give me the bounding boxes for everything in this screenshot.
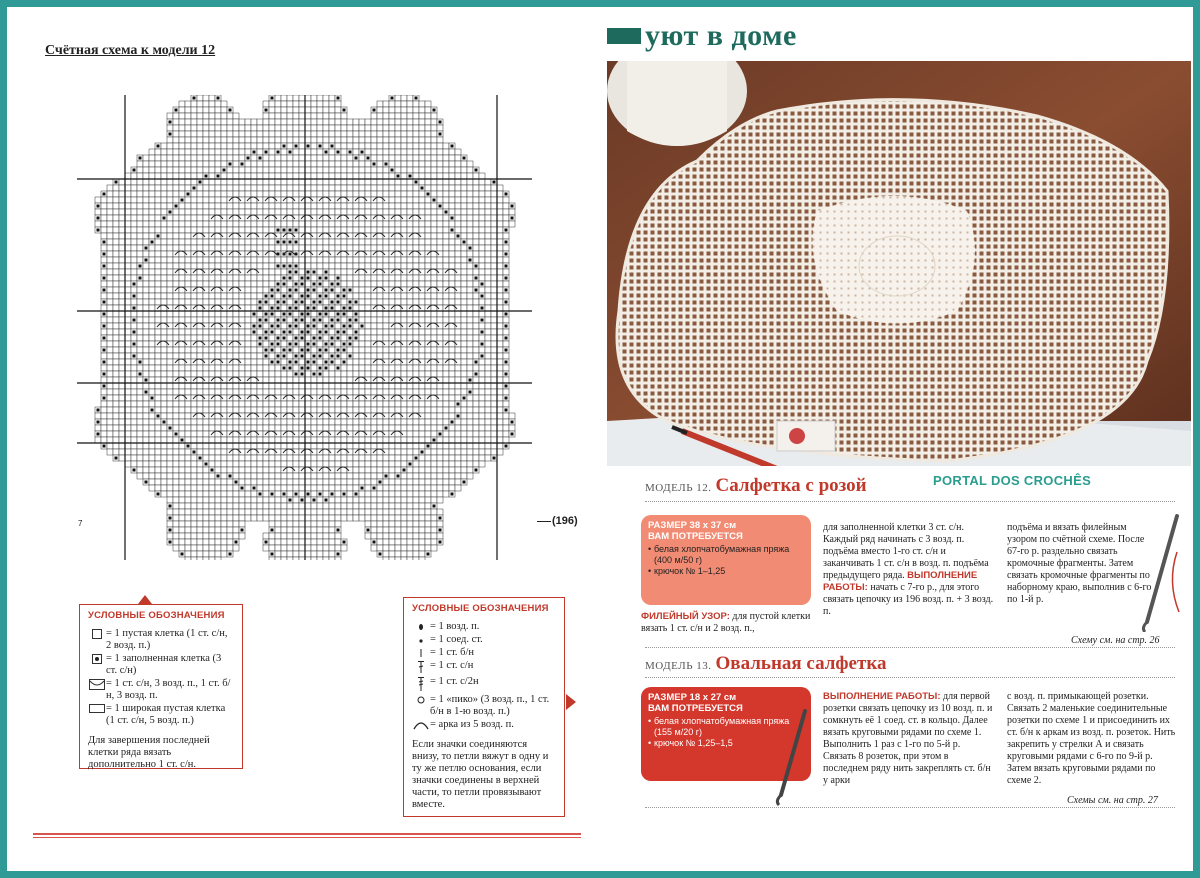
crochet-hook-icon (763, 707, 813, 807)
material-item: • белая хлопчатобумажная пряжа (155 м/20 г) (648, 716, 804, 738)
treble-crochet-icon (416, 677, 426, 691)
chart-title: Счётная схема к модели 12 (45, 43, 216, 58)
page-rule (33, 833, 581, 835)
model-12-col2: для заполненной клетки 3 ст. с/н. Каждый ряд начинать с 3 возд. п. подъёма вместо 1-го ст. с/н и заканчивать 1 ст. с/н в возд. п. подъёма предыдущего ряда. ВЫПОЛНЕНИЕ РАБОТЫ: начать с 7-го р., для этого связать цепочку из 196 возд. п. + 3 возд. п. (823, 522, 994, 617)
crochet-hook-icon (1137, 512, 1187, 632)
legend-item: = 1 пустая клетка (1 ст. с/н, 2 возд. п.) (88, 628, 234, 652)
picot-icon (416, 695, 426, 705)
legend-item: = 1 заполненная клетка (3 ст. с/н) (88, 653, 234, 677)
legend-stitches (403, 597, 565, 817)
triangle-up-icon (138, 595, 152, 604)
double-crochet-icon (416, 661, 426, 673)
size: РАЗМЕР 38 x 37 см (648, 520, 737, 531)
portal-watermark: PORTAL DOS CROCHÊS (933, 473, 1092, 488)
header-bar (607, 28, 641, 44)
fillet-pattern-text: ФИЛЕЙНЫЙ УЗОР: для пустой клетки вязать 1 ст. с/н и 2 возд. п., (641, 611, 811, 634)
legend-item: = 1 широкая пустая клетка (1 ст. с/н, 5 возд. п.) (88, 703, 234, 727)
legend-heading: УСЛОВНЫЕ ОБОЗНАЧЕНИЯ (412, 603, 549, 614)
material-item: • крючок № 1–1,25 (648, 566, 804, 577)
model-12-col3: подъёма и вязать филейным узором по счётной схеме. После 67-го р. раздельно связать кромочные фрагменты. Затем связать кромочные фрагменты по наборному краю, выполнив с 6-го по 1-й р. (1007, 522, 1152, 605)
chain-icon (416, 622, 426, 632)
row-marker-7: 7 (78, 519, 83, 528)
legend-item: = 1 «пико» (3 возд. п., 1 ст. б/н в 1-ю возд. п.) (412, 694, 556, 718)
divider (645, 647, 1175, 648)
need-heading: ВАМ ПОТРЕБУЕТСЯ (648, 703, 743, 714)
arrow-left-icon (537, 521, 551, 522)
wide-cell-icon (89, 704, 105, 713)
material-item: • крючок № 1,25–1,5 (648, 738, 804, 749)
legend-item: = арка из 5 возд. п. (412, 719, 556, 731)
legend-heading: УСЛОВНЫЕ ОБОЗНАЧЕНИЯ (88, 610, 225, 621)
legend-cells (79, 604, 243, 769)
section-title: уют в доме (645, 19, 797, 52)
materials-box-12 (641, 515, 811, 605)
slip-stitch-icon (416, 635, 426, 645)
legend-item: = 1 ст. с/н, 3 возд. п., 1 ст. б/н, 3 возд. п. (88, 678, 234, 702)
size: РАЗМЕР 18 x 27 см (648, 692, 737, 703)
single-crochet-icon (416, 648, 426, 658)
page-rule (33, 837, 581, 838)
model-13-heading (645, 653, 887, 675)
divider (645, 677, 1175, 678)
legend-item: = 1 ст. с/н (412, 660, 556, 673)
legend-item: = 1 соед. ст. (412, 634, 556, 646)
model-name: Овальная салфетка (715, 653, 887, 674)
model-13-col3: с возд. п. примыкающей розетки. Связать 2 маленькие соединительные розетки по схеме 1 и присоединить их ст. б/н к аркам из возд. п. розеток. Нить закрепить у стрелки А и связать круговыми рядами с 6-го по 9-й р. Затем вязать круговыми рядами по схеме 2. (1007, 691, 1176, 786)
doily-photo-svg (607, 61, 1191, 466)
model-name: Салфетка с розой (715, 475, 867, 496)
triangle-right-icon (566, 694, 576, 710)
row-marker-196: (196) (537, 515, 578, 527)
left-page (7, 7, 603, 871)
legend-item: = 1 ст. с/2н (412, 676, 556, 691)
arch-cell-icon (89, 679, 105, 690)
model-13-col2: ВЫПОЛНЕНИЕ РАБОТЫ: для первой розетки связать цепочку из 10 возд. п. и сомкнуть её 1 соед. ст. в кольцо. Далее вязать круговыми рядами по схеме 1. Выполнить 1 раз с 1-го по 5-й р. Связать 8 розеток, при этом в последнем ряду нить закреплять ст. б/н у арки (823, 691, 993, 786)
model-number: МОДЕЛЬ 12. (645, 482, 712, 494)
scheme-reference: Схемы см. на стр. 27 (1067, 795, 1158, 806)
legend-note: Если значки соединяются внизу, то петли вяжут в одну и ту же петлю основания, если значки соединены в верхней части, то петли провязывают вместе. (412, 739, 549, 810)
filled-cell-icon (92, 654, 102, 664)
doily-photo (607, 61, 1191, 466)
divider (645, 501, 1175, 502)
legend-item: = 1 ст. б/н (412, 647, 556, 659)
right-page (603, 7, 1193, 871)
legend-item: = 1 возд. п. (412, 621, 556, 633)
model-12-heading (645, 475, 867, 497)
arc-icon (413, 720, 429, 730)
material-item: • белая хлопчатобумажная пряжа (400 м/50 г) (648, 544, 804, 566)
need-heading: ВАМ ПОТРЕБУЕТСЯ (648, 531, 743, 542)
empty-cell-icon (92, 629, 102, 639)
crochet-chart (77, 95, 532, 560)
scheme-reference: Схему см. на стр. 26 (1071, 635, 1160, 646)
legend-note: Для завершения последней клетки ряда вязать дополнительно 1 ст. с/н. (88, 735, 210, 770)
divider (645, 807, 1175, 808)
section-header (607, 21, 797, 51)
crochet-grid-svg (77, 95, 532, 560)
magazine-spread (7, 7, 1193, 871)
model-number: МОДЕЛЬ 13. (645, 660, 712, 672)
